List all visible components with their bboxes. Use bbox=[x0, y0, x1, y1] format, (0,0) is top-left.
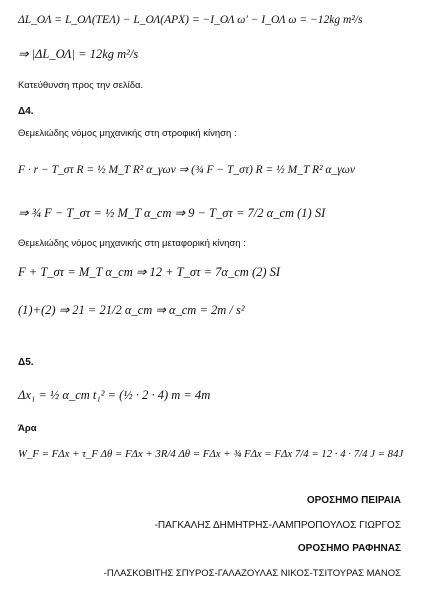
signature-names-peiraia: -ΠΑΓΚΑΛΗΣ ΔΗΜΗΤΡΗΣ-ΛΑΜΠΡΟΠΟΥΛΟΣ ΓΙΩΡΓΟΣ bbox=[154, 520, 401, 531]
section-heading-d4: Δ4. bbox=[18, 106, 34, 117]
equation-work: W_F = FΔx + τ_F Δθ = FΔx + 3R/4 Δθ = FΔx + ¾ FΔx = FΔx 7/4 = 12 · 4 · 7/4 J = 84J bbox=[18, 448, 404, 460]
equation-delta-L: ΔL_ΟΛ = L_ΟΛ(ΤΕΛ) − L_ΟΛ(ΑΡΧ) = −I_ΟΛ ω′ − I_ΟΛ ω = −12kg m²/s bbox=[18, 14, 363, 26]
section-heading-d5: Δ5. bbox=[18, 357, 34, 368]
equation-rotational: F · r − T_στ R = ½ M_T R² α_γων ⇒ (¾ F − T_στ) R = ½ M_T R² α_γων bbox=[18, 164, 355, 176]
signature-peiraia: ΟΡΟΣΗΜΟ ΠΕΙΡΑΙΑ bbox=[306, 495, 401, 506]
translational-law-label: Θεμελιώδης νόμος μηχανικής στη μεταφορική κίνηση : bbox=[18, 238, 246, 249]
equation-1: ⇒ ¾ F − T_στ = ½ M_T α_cm ⇒ 9 − T_στ = 7/2 α_cm (1) SI bbox=[18, 206, 326, 220]
equation-abs-delta-L: ⇒ |ΔL_ΟΛ| = 12kg m²/s bbox=[18, 47, 139, 61]
equation-displacement: Δx₁ = ½ α_cm t₁² = (½ · 2 · 4) m = 4m bbox=[18, 388, 211, 402]
equation-sum: (1)+(2) ⇒ 21 = 21/2 α_cm ⇒ α_cm = 2m / s² bbox=[18, 303, 245, 317]
equation-2: F + T_στ = M_T α_cm ⇒ 12 + T_στ = 7α_cm (2) SI bbox=[18, 265, 281, 279]
signature-names-rafinas: -ΠΛΑΣΚΟΒΙΤΗΣ ΣΠΥΡΟΣ-ΓΑΛΑΖΟΥΛΑΣ ΝΙΚΟΣ-ΤΣΙΤΟΥΡΑΣ ΜΑΝΟΣ bbox=[103, 568, 401, 579]
signature-rafinas: ΟΡΟΣΗΜΟ ΡΑΦΗΝΑΣ bbox=[297, 543, 401, 554]
ara-label: Άρα bbox=[18, 423, 37, 434]
direction-text: Κατεύθυνση προς την σελίδα. bbox=[18, 80, 144, 91]
rotational-law-label: Θεμελιώδης νόμος μηχανικής στη στροφική κίνηση : bbox=[18, 128, 237, 139]
